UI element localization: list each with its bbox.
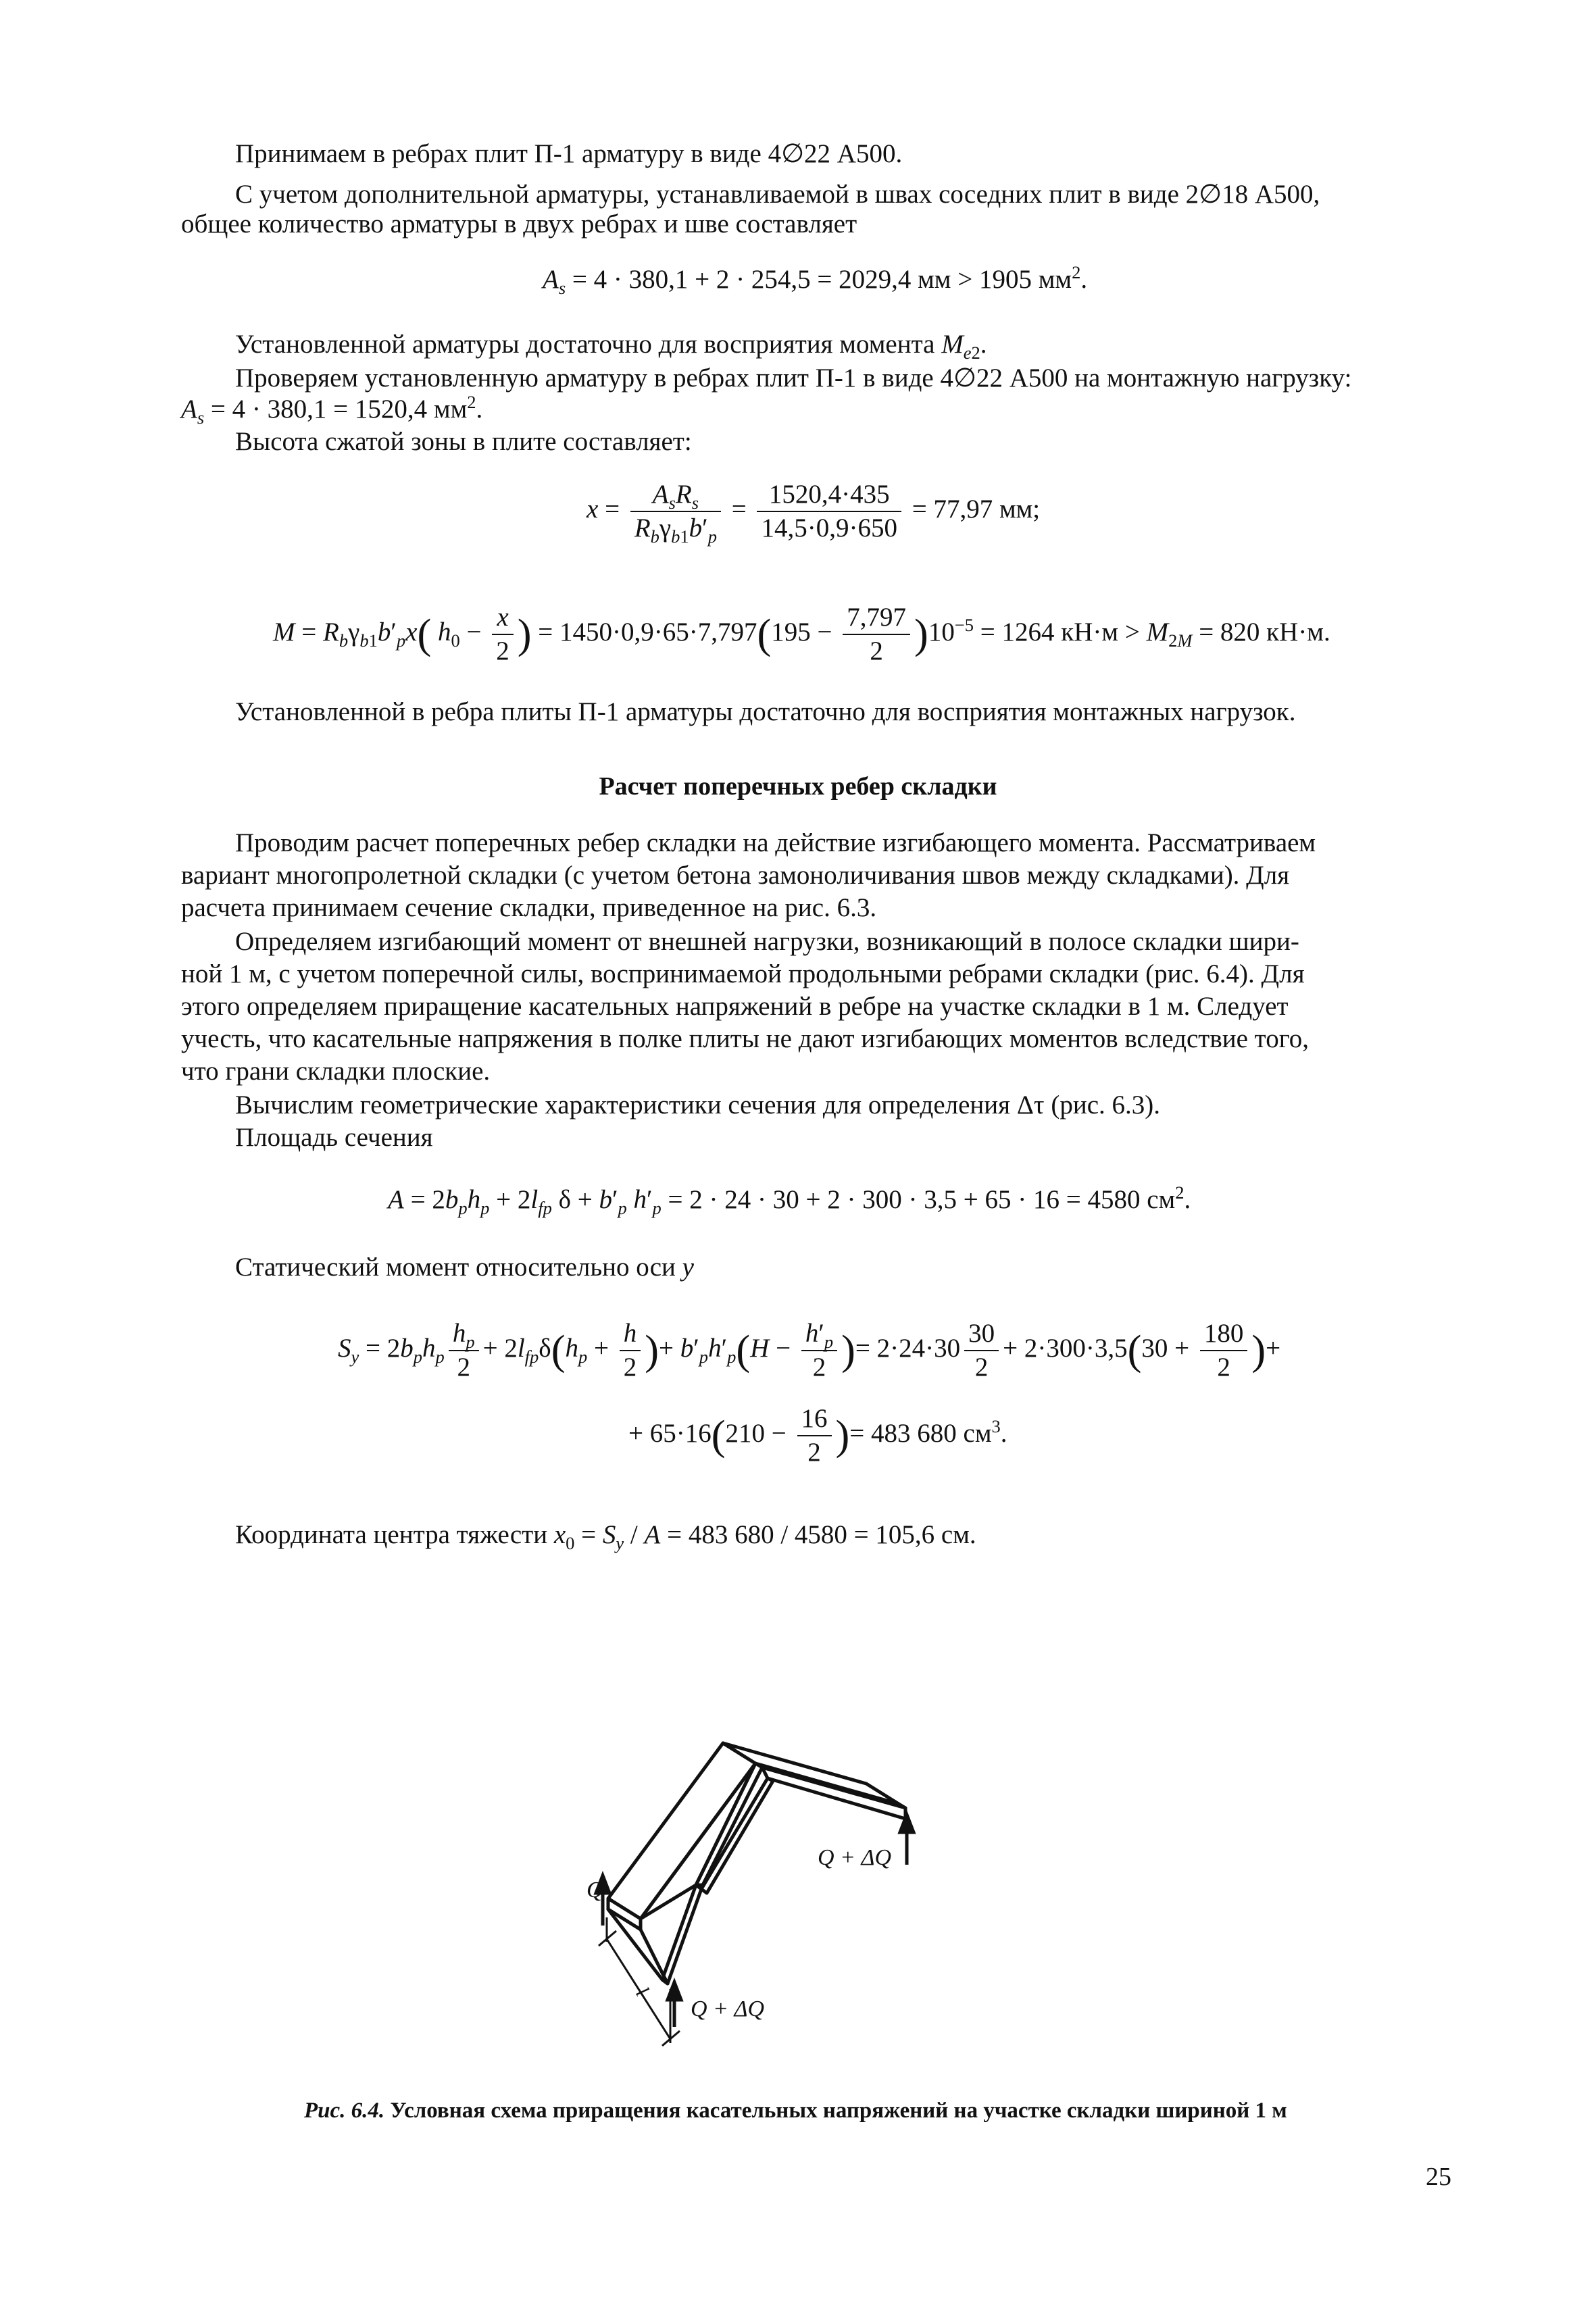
figure-caption	[304, 2094, 1287, 2127]
paragraph-10: Площадь сечения	[235, 1123, 433, 1152]
paragraph-11: Статический момент относительно оси y	[235, 1253, 694, 1282]
paragraph-2-line-2: общее количество арматуры в двух ребрах и шве составляет	[181, 209, 857, 238]
formula-moment-mid: = 1450·0,9·65·7,797	[538, 617, 757, 647]
fraction-x-symbolic: $\frac{A_sR_s}{R_b\gamma_{b1}b'_p}$	[630, 478, 721, 545]
paragraph-8-line-2: ной 1 м, с учетом поперечной силы, воспринимаемой продольными ребрами складки (рис. 6.4). Для	[181, 959, 1305, 988]
paragraph-8-line-5: что грани складки плоские.	[181, 1057, 491, 1086]
paragraph-4-line-1: Проверяем установленную арматуру в ребрах плит П-1 в виде 4∅22 А500 на монтажную нагрузку:	[235, 363, 1352, 393]
formula-static-moment-line-2: + 65·16(210 − $\frac{16}{2}$ )= 483 680 $см^3$.	[628, 1404, 1007, 1467]
right-plate-edge	[662, 1885, 701, 1984]
fraction-x-denominator: 14,5·0,9·650	[761, 513, 897, 543]
formula-static-moment-line-1: $S_y = 2b_ph_p$ $\frac{h_p}{2}$ + $2l_{fp}\delta(h_p$ + $\frac{h}{2}$ )+ $b'_ph'_p(H$ − $\frac{h'_p}{2}$ )= 2·24·30 $\frac{30}{2}$ + 2·300·3,5(30 + $\frac{180}{2}$ )+	[338, 1319, 1281, 1382]
paragraph-12: Координата центра тяжести $x_0 = S_y / A = 483$ 680 / 4580 = 105,6 см.	[235, 1520, 976, 1553]
formula-moment-195: 195 −	[771, 617, 832, 647]
formula-x-result: = 77,97 мм;	[912, 494, 1041, 524]
paragraph-11-text: Статический момент относительно оси	[235, 1253, 676, 1282]
paragraph-9: Вычислим геометрические характеристики сечения для определения Δτ (рис. 6.3).	[235, 1090, 1160, 1120]
formula-static-moment-16: 16	[797, 1403, 832, 1436]
formula-moment-numerator: 7,797	[843, 601, 910, 635]
paragraph-6: Установленной в ребра плиты П-1 арматуры достаточно для восприятия монтажных нагрузок.	[235, 697, 1296, 726]
formula-moment-result: = 1264 кН·м >	[980, 617, 1140, 647]
paragraph-8-line-4: учесть, что касательные напряжения в полке плиты не дают изгибающих моментов вследствие того,	[181, 1024, 1309, 1053]
paragraph-4-line-2: $A_s = 4 \cdot 380,1 = 1520,4$ $мм^2$.	[181, 392, 483, 428]
fraction-x-numerator: 1520,4·435	[757, 478, 901, 512]
paragraph-8-line-3: этого определяем приращение касательных напряжений в ребре на участке складки в 1 м. Следует	[181, 992, 1289, 1021]
formula-static-moment-210: 210 −	[725, 1418, 787, 1448]
formula-static-moment-line2b: = 483 680 см	[849, 1418, 992, 1448]
label-Q-dQ-right: Q + ΔQ	[818, 1845, 892, 1870]
formula-static-moment-30: 30 +	[1141, 1333, 1190, 1363]
figure-caption-label: Рис. 6.4.	[304, 2098, 385, 2123]
paragraph-3: Установленной арматуры достаточно для восприятия момента $M_{e2}$.	[235, 330, 987, 363]
formula-static-moment-180: 180	[1200, 1317, 1248, 1351]
paragraph-4-formula: = 4 · 380,1 = 1520,4 мм	[210, 395, 468, 424]
paragraph-7-line-2: вариант многопролетной складки (с учетом бетона замоноличивания швов между складками). Для	[181, 861, 1290, 890]
paragraph-12-result: = 483 680 / 4580 = 105,6 см.	[667, 1520, 976, 1549]
formula-static-moment-res1: = 2·24·30	[855, 1333, 961, 1363]
label-l-m: l	[631, 1983, 653, 2001]
paragraph-8-line-1: Определяем изгибающий момент от внешней нагрузки, возникающий в полосе складки шири-	[235, 927, 1299, 956]
figure-fold-scheme	[587, 1716, 1014, 2054]
formula-section-area: $A = 2b_ph_p + 2l_{fp}$ $\delta + b'_p$ $h'_p = 2 \cdot 24 \cdot 30 + 2 \cdot 300 \cdot 3,5 + 65 \cdot 16 = 4580$ $см^2$.	[388, 1182, 1191, 1218]
formula-moment: $M = R_b\gamma_{b1}b'_px$( $h_0$ − $\frac{x}{2}$ ) = 1450·0,9·65·7,797(195 − $\frac{7,797}{2}$ )$10^{-5} = 1264$ $кН\cdot м > M_{2M} = 820$ кН·м.	[273, 603, 1330, 665]
formula-static-moment-line2a: + 65·16	[628, 1418, 712, 1448]
paragraph-3-text: Установленной арматуры достаточно для восприятия момента	[235, 330, 935, 359]
label-Q-dQ-bottom: Q + ΔQ	[691, 1996, 765, 2021]
formula-section-area-body: = 2 · 24 · 30 + 2 · 300 · 3,5 + 65 · 16 = 4580 см	[668, 1185, 1176, 1214]
paragraph-1: Принимаем в ребрах плит П-1 арматуру в виде 4∅22 А500.	[235, 139, 903, 168]
paragraph-7-line-1: Проводим расчет поперечных ребер складки на действие изгибающего момента. Рассматриваем	[235, 828, 1316, 857]
formula-area-total-body: = 4 · 380,1 + 2 · 254,5 = 2029,4 мм > 1905 мм	[572, 265, 1072, 294]
paragraph-7-line-3: расчета принимаем сечение складки, приведенное на рис. 6.3.	[181, 893, 877, 922]
fraction-x-numeric	[757, 478, 901, 545]
section-heading: Расчет поперечных ребер складки	[599, 772, 997, 801]
paragraph-12-text: Координата центра тяжести	[235, 1520, 548, 1549]
formula-area-total: $A_s = 4 \cdot 380,1 + 2 \cdot 254,5 = 2029,4$ мм > 1905 $мм^2$.	[543, 262, 1088, 298]
label-Q: Q	[587, 1878, 603, 1903]
figure-caption-text: Условная схема приращения касательных напряжений на участке складки шириной 1 м	[390, 2098, 1287, 2123]
page-number: 25	[1426, 2163, 1451, 2191]
paragraph-5: Высота сжатой зоны в плите составляет:	[235, 427, 692, 456]
formula-compressed-zone: x = $\frac{A_sR_s}{R_b\gamma_{b1}b'_p}$ = $\frac{1520,4\cdot 435}{14,5\cdot 0,9\cdot 650}$ = 77,97 мм;	[587, 480, 1041, 547]
paragraph-2-line-1: С учетом дополнительной арматуры, устанавливаемой в швах соседних плит в виде 2∅18 А500,	[235, 180, 1320, 209]
formula-static-moment-res1b: + 2·300·3,5	[1003, 1333, 1128, 1363]
formula-moment-tail: = 820 кН·м.	[1199, 617, 1330, 647]
